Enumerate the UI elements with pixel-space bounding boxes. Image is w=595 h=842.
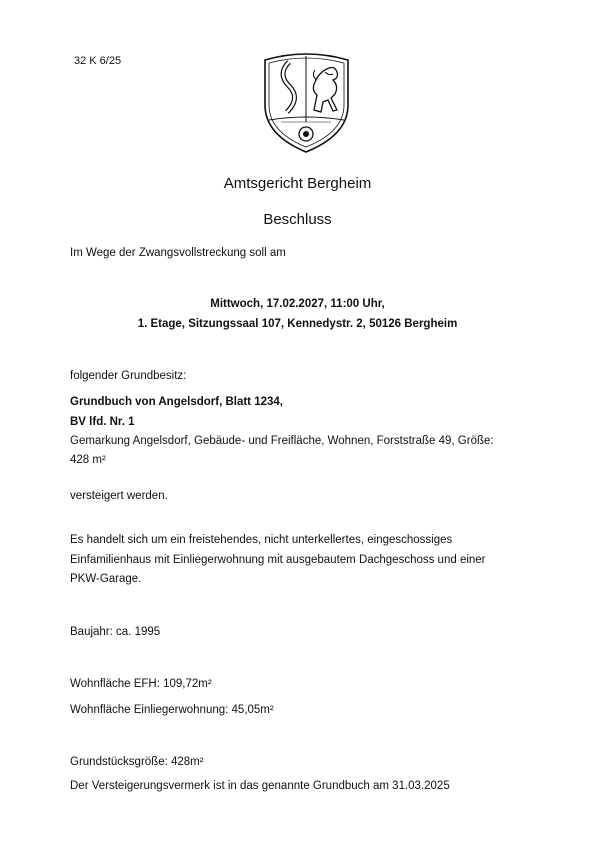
property-description-3: PKW-Garage. <box>70 573 142 585</box>
coat-of-arms-icon <box>259 50 354 155</box>
auction-date: Mittwoch, 17.02.2027, 11:00 Uhr, <box>210 298 385 310</box>
intro-text: Im Wege der Zwangsvollstreckung soll am <box>70 247 286 259</box>
property-intro: folgender Grundbesitz: <box>70 370 187 382</box>
register-note: Der Versteigerungsvermerk ist in das genannte Grundbuch am 31.03.2025 <box>70 780 450 792</box>
property-description-2: Einfamilienhaus mit Einliegerwohnung mit ausgebautem Dachgeschoss und einer <box>70 554 486 566</box>
living-area-granny-flat: Wohnfläche Einliegerwohnung: 45,05m² <box>70 704 274 716</box>
decision-title: Beschluss <box>263 211 332 228</box>
court-name: Amtsgericht Bergheim <box>223 175 372 192</box>
case-reference: 32 K 6/25 <box>74 55 122 67</box>
bv-number: BV lfd. Nr. 1 <box>70 416 135 428</box>
land-register: Grundbuch von Angelsdorf, Blatt 1234, <box>70 396 283 408</box>
auctioned-text: versteigert werden. <box>70 490 168 502</box>
parcel-size: 428 m² <box>70 454 106 466</box>
plot-size: Grundstücksgröße: 428m² <box>70 756 204 768</box>
parcel-description: Gemarkung Angelsdorf, Gebäude- und Freifläche, Wohnen, Forststraße 49, Größe: <box>70 435 494 447</box>
property-description-1: Es handelt sich um ein freistehendes, nicht unterkellertes, eingeschossiges <box>70 534 453 546</box>
year-built: Baujahr: ca. 1995 <box>70 626 161 638</box>
living-area-efh: Wohnfläche EFH: 109,72m² <box>70 678 212 690</box>
auction-location: 1. Etage, Sitzungssaal 107, Kennedystr. 2, 50126 Bergheim <box>137 318 458 330</box>
